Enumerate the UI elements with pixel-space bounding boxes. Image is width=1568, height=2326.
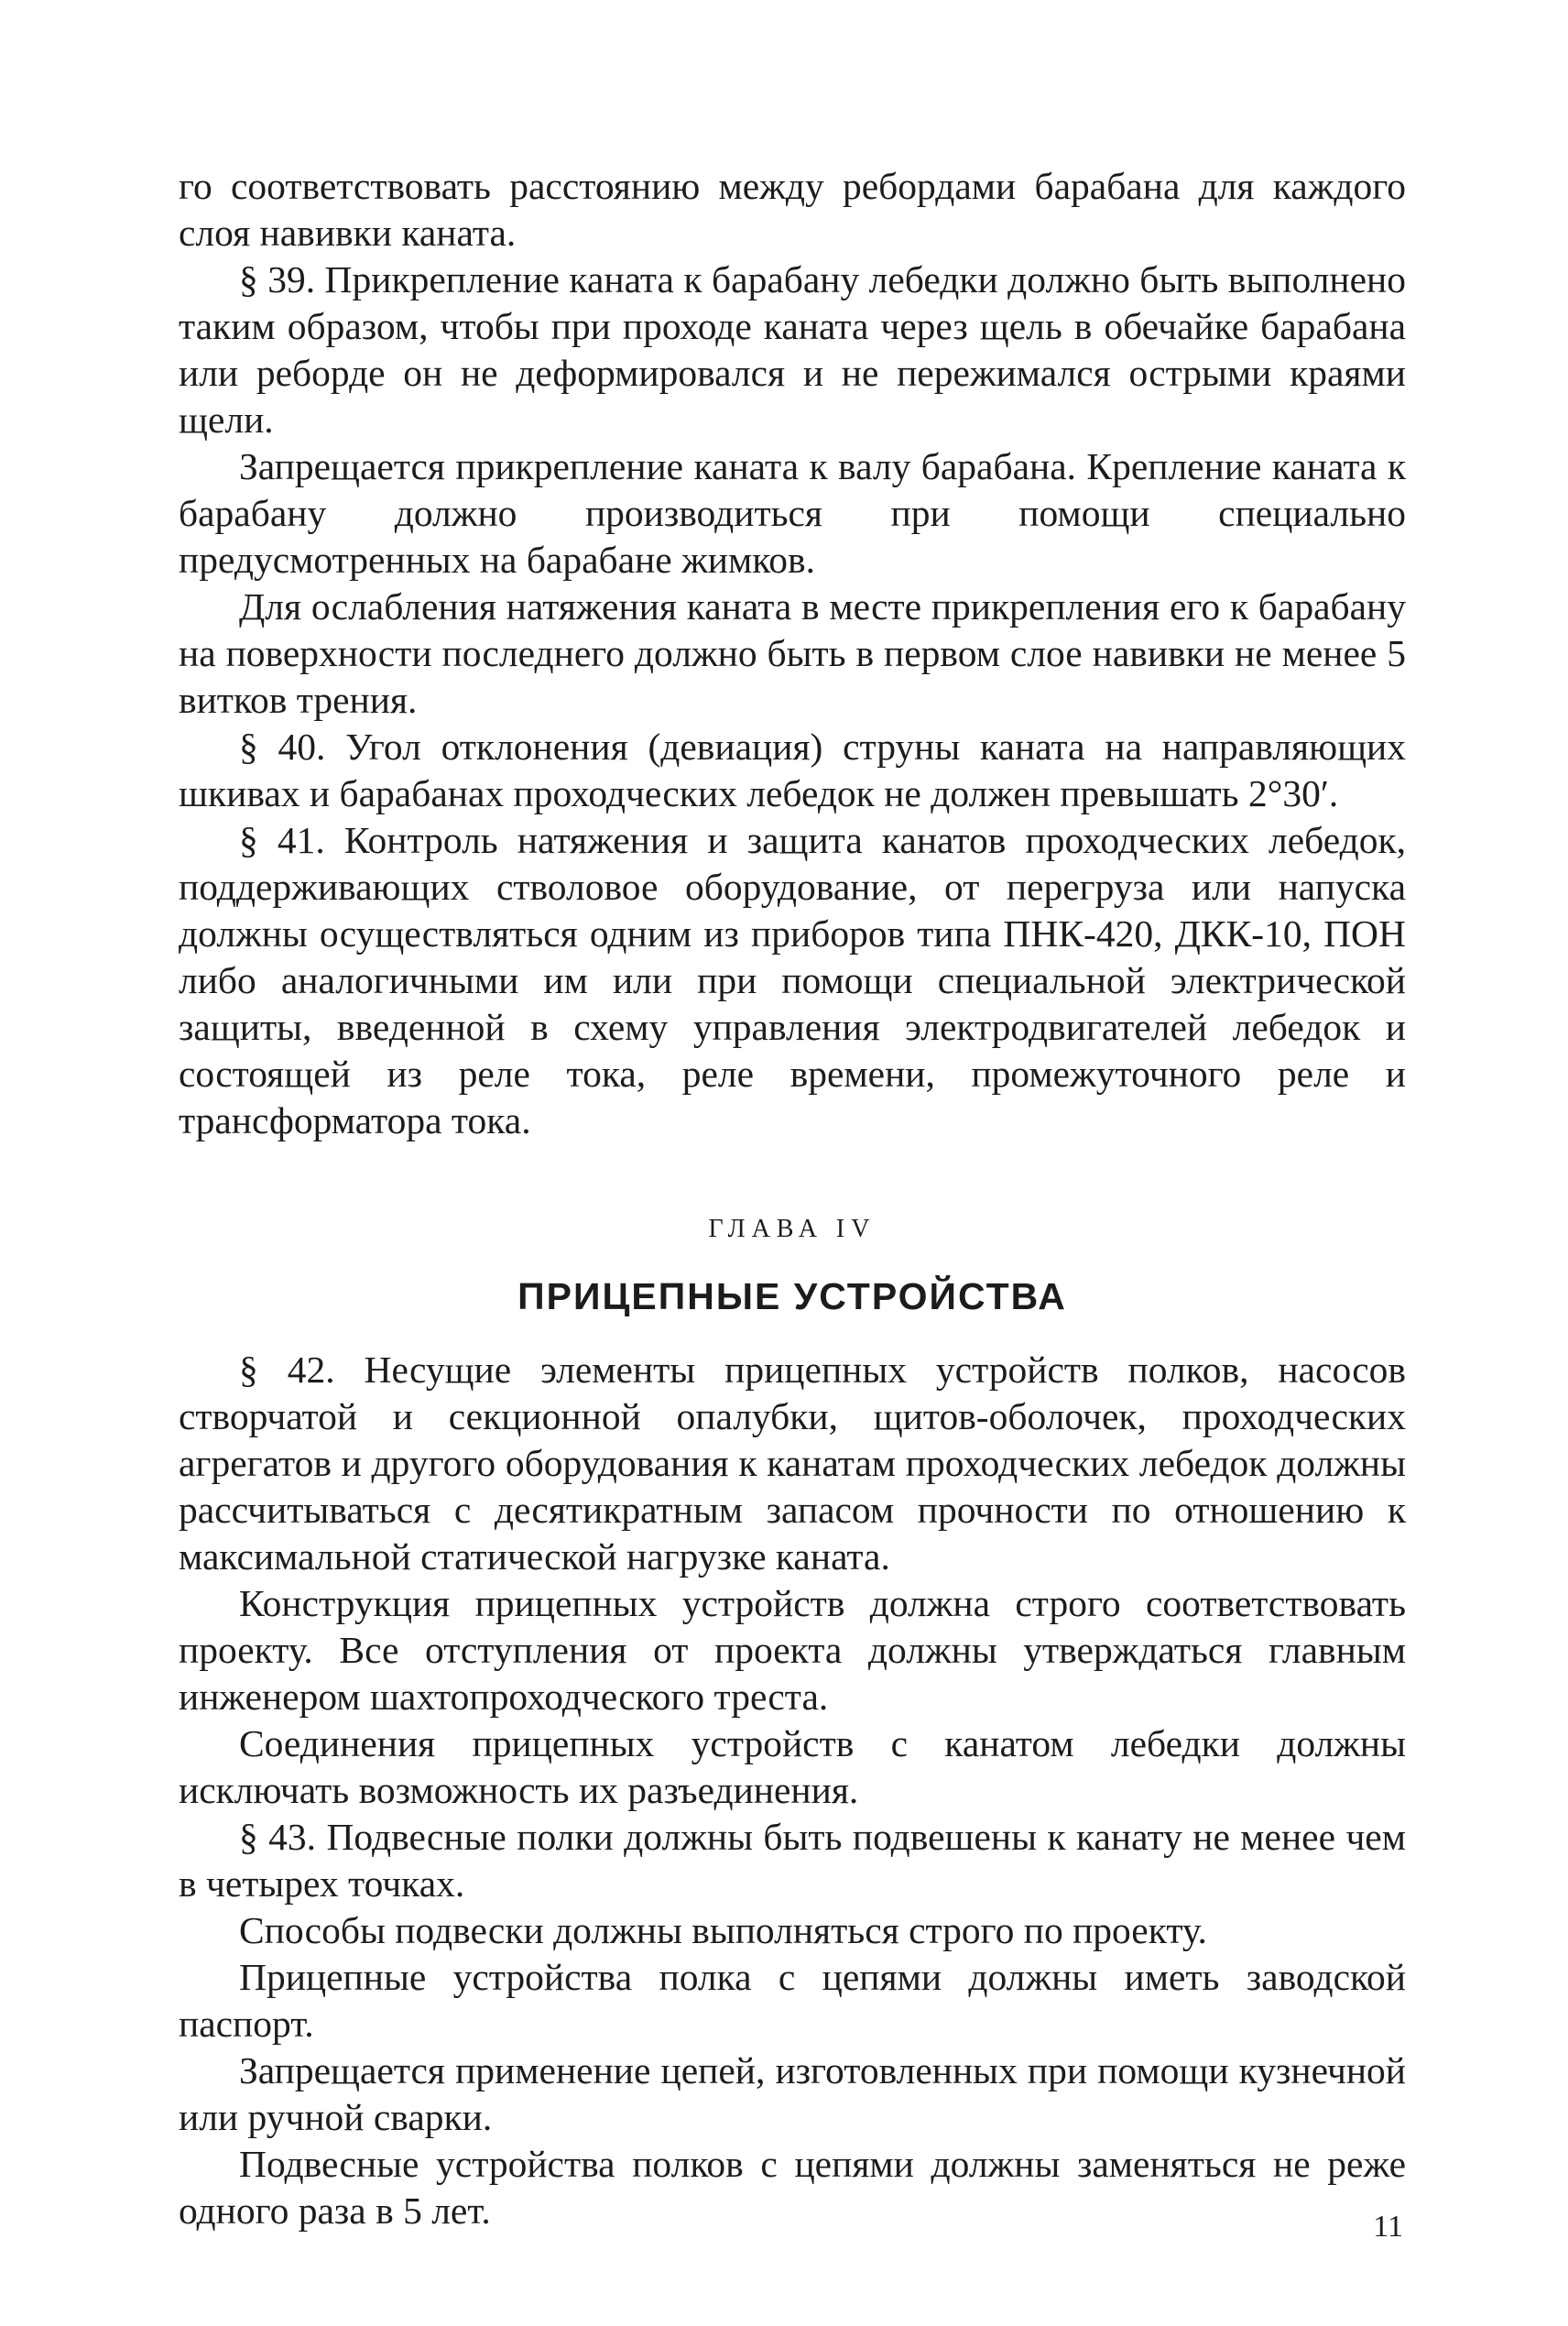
paragraph-welding-ban: Запрещается применение цепей, изготовленных при помощи кузнечной или ручной сварки. [179, 2049, 1406, 2138]
paragraph-construction: Конструкция прицепных устройств должна строго соответствовать проекту. Все отступления от проекта должны утверждаться главным инженером шахтопроходческого треста. [179, 1582, 1406, 1718]
chapter-label: ГЛАВА IV [708, 1215, 877, 1243]
page-number: 11 [1373, 2210, 1403, 2244]
paragraph-passport: Прицепные устройства полка с цепями должны иметь заводской паспорт. [179, 1956, 1406, 2045]
paragraph-connections: Соединения прицепных устройств с канатом лебедки должны исключать возможность их разъединения. [179, 1722, 1406, 1811]
page-body [179, 163, 1406, 2234]
paragraph-continuation: го соответствовать расстоянию между ребордами барабана для каждого слоя навивки каната. [179, 165, 1406, 254]
paragraph-section-43: § 43. Подвесные полки должны быть подвешены к канату не менее чем в четырех точках. [179, 1816, 1406, 1905]
chapter-title: ПРИЦЕПНЫЕ УСТРОЙСТВА [517, 1275, 1067, 1317]
paragraph-replacement: Подвесные устройства полков с цепями должны заменяться не реже одного раза в 5 лет. [179, 2143, 1406, 2232]
paragraph-suspension-methods: Способы подвески должны выполняться строго по проекту. [239, 1909, 1207, 1951]
paragraph-section-42: § 42. Несущие элементы прицепных устройств полков, насосов створчатой и секционной опалубки, щитов-оболочек, проходческих агрегатов и другого оборудования к канатам проходческих лебедок должны рассчитываться с десятикратным запасом прочности по отношению к максимальной статической нагрузке каната. [179, 1349, 1406, 1578]
paragraph-section-39: § 39. Прикрепление каната к барабану лебедки должно быть выполнено таким образом, чтобы при проходе каната через щель в обечайке барабана или реборде он не деформировался и не пережимался острыми краями щели. [179, 258, 1406, 441]
paragraph-section-41: § 41. Контроль натяжения и защита канатов проходческих лебедок, поддерживающих стволовое оборудование, от перегруза или напуска должны осуществляться одним из приборов типа ПНК-420, ДКК-10, ПОН либо аналогичными им или при помощи специальной электрической защиты, введенной в схему управления электродвигателей лебедок и состоящей из реле тока, реле времени, промежуточного реле и трансформатора тока. [179, 819, 1406, 1141]
paragraph-rope-fixing: Запрещается прикрепление каната к валу барабана. Крепление каната к барабану должно производиться при помощи специально предусмотренных на барабане жимков. [179, 445, 1406, 581]
paragraph-tension-relief: Для ослабления натяжения каната в месте прикрепления его к барабану на поверхности последнего должно быть в первом слое навивки не менее 5 витков трения. [179, 585, 1406, 721]
paragraph-section-40: § 40. Угол отклонения (девиация) струны каната на направляющих шкивах и барабанах проходческих лебедок не должен превышать 2°30′. [179, 726, 1406, 814]
